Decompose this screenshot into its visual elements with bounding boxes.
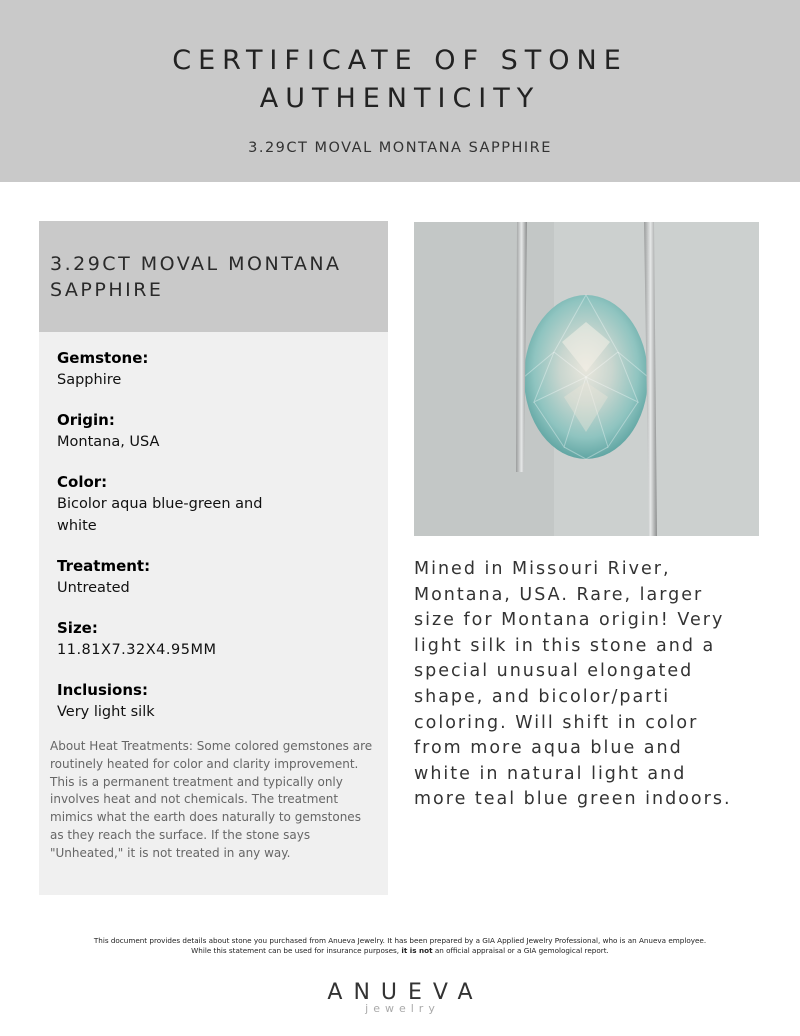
disclaimer-emphasis: it is not bbox=[401, 946, 433, 955]
stone-name-box bbox=[39, 221, 388, 332]
detail-label: Color: bbox=[57, 473, 108, 491]
detail-value: Montana, USA bbox=[57, 434, 160, 450]
heat-treatment-note: About Heat Treatments: Some colored gemstones are routinely heated for color and clarity improvement. This is a permanent treatment and typically only involves heat and not chemicals. The treatment mimics what the earth does naturally to gemstones as they reach the surface. If the stone says "Unheated," it is not treated in any way. bbox=[50, 739, 373, 860]
sapphire-illustration bbox=[414, 222, 759, 536]
certificate-subtitle: 3.29CT MOVAL MONTANA SAPPHIRE bbox=[248, 140, 552, 156]
detail-value: Bicolor aqua blue-green and white bbox=[57, 496, 263, 534]
detail-size bbox=[57, 617, 376, 661]
sapphire-photo bbox=[414, 222, 759, 536]
stone-name bbox=[50, 251, 376, 303]
detail-label: Treatment: bbox=[57, 557, 151, 575]
logo-brand: ANUEVA bbox=[327, 980, 484, 1005]
logo-subtitle: jewelry bbox=[365, 1002, 440, 1015]
disclaimer-text: an official appraisal or a GIA gemological report. bbox=[434, 946, 609, 955]
disclaimer-line-2 bbox=[0, 946, 800, 956]
detail-list bbox=[39, 332, 388, 723]
stone-name-line-1: 3.29CT MOVAL MONTANA bbox=[50, 253, 342, 275]
certificate-header bbox=[0, 0, 800, 182]
detail-label: Origin: bbox=[57, 411, 115, 429]
detail-inclusions bbox=[57, 679, 376, 723]
disclaimer-text: While this statement can be used for insurance purposes, bbox=[191, 946, 400, 955]
stone-name-line-2: SAPPHIRE bbox=[50, 279, 164, 301]
stone-description: Mined in Missouri River, Montana, USA. Rare, larger size for Montana origin! Very light silk in this stone and a special unusual elongated shape, and bicolor/parti coloring. Will shift in color from more aqua blue and white in natural light and more teal blue green indoors. bbox=[414, 559, 732, 810]
detail-label: Size: bbox=[57, 619, 98, 637]
detail-value: Sapphire bbox=[57, 372, 122, 388]
detail-origin bbox=[57, 409, 376, 453]
title-line-2: AUTHENTICITY bbox=[259, 83, 541, 114]
certificate-title bbox=[0, 42, 800, 118]
detail-treatment bbox=[57, 555, 376, 599]
detail-value: Untreated bbox=[57, 580, 130, 596]
disclaimer-line-1: This document provides details about stone you purchased from Anueva Jewelry. It has been prepared by a GIA Applied Jewelry Professional, who is an Anueva employee. bbox=[93, 936, 707, 945]
detail-label: Gemstone: bbox=[57, 349, 149, 367]
detail-color bbox=[57, 471, 376, 537]
detail-value: Very light silk bbox=[57, 704, 155, 720]
detail-label: Inclusions: bbox=[57, 681, 148, 699]
anueva-logo bbox=[0, 980, 800, 1015]
title-line-1: CERTIFICATE OF STONE bbox=[172, 45, 628, 76]
detail-value: 11.81X7.32X4.95MM bbox=[57, 642, 217, 658]
stone-details-panel bbox=[39, 221, 388, 895]
detail-gemstone bbox=[57, 347, 376, 391]
footer-disclaimer bbox=[0, 936, 800, 956]
